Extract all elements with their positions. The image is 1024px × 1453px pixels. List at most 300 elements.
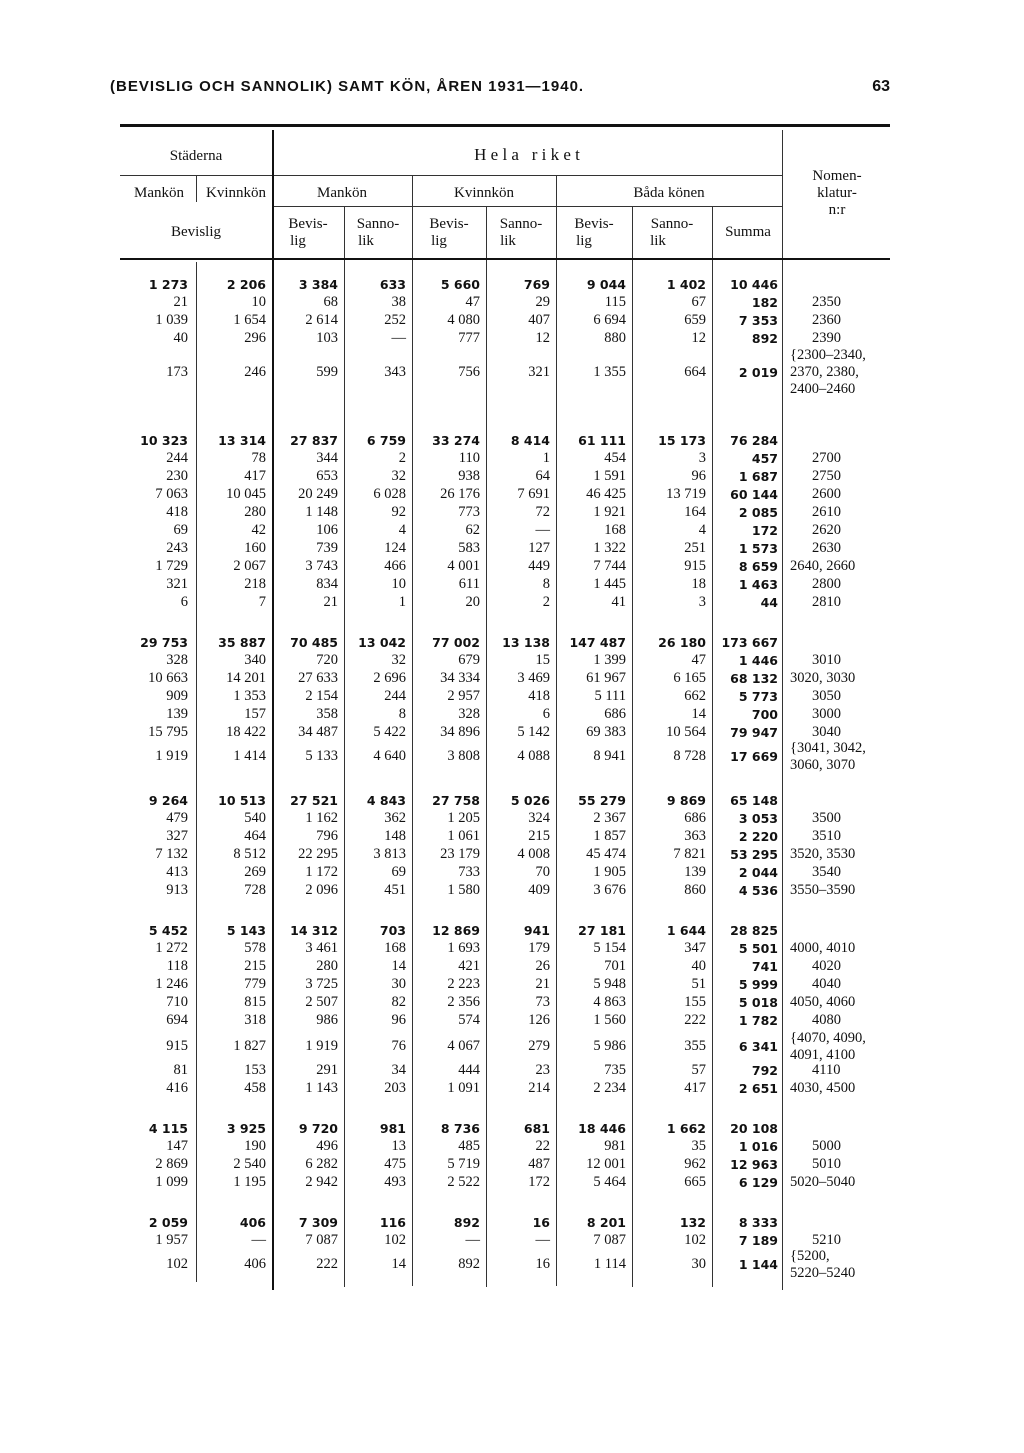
- table-cell: 1 143: [305, 1080, 338, 1096]
- table-cell: 417: [684, 1080, 706, 1096]
- table-cell: 578: [244, 940, 266, 956]
- table-cell: 1 061: [447, 828, 480, 844]
- nomenclature-cell: {4070, 4090,: [790, 1029, 866, 1046]
- table-cell: 96: [691, 468, 706, 484]
- table-cell: 230: [166, 468, 188, 484]
- table-cell: 583: [458, 540, 480, 556]
- table-row: [0, 1138, 1024, 1155]
- table-cell: 4: [698, 522, 706, 538]
- table-cell: 8 333: [738, 1215, 778, 1230]
- table-cell: 4: [398, 522, 406, 538]
- table-cell: 6 028: [373, 486, 406, 502]
- table-cell: 27 633: [298, 670, 338, 686]
- table-cell: 962: [684, 1156, 706, 1172]
- table-cell: 3 461: [305, 940, 338, 956]
- nomenclature-cell: 4000, 4010: [790, 940, 856, 956]
- table-cell: 9 720: [298, 1121, 338, 1136]
- table-cell: 5 142: [517, 724, 550, 740]
- table-cell: 4 088: [517, 748, 550, 764]
- table-cell: 16: [532, 1215, 550, 1230]
- table-cell: 15 173: [658, 433, 706, 448]
- table-cell: 611: [458, 576, 480, 592]
- table-row: [0, 294, 1024, 311]
- table-cell: 343: [384, 364, 406, 380]
- table-row: [0, 522, 1024, 539]
- table-cell: 2 540: [233, 1156, 266, 1172]
- table-cell: 8 659: [738, 559, 778, 574]
- nomenclature-cell: 3060, 3070: [790, 756, 856, 773]
- table-cell: 741: [751, 959, 778, 974]
- table-cell: 1 144: [738, 1257, 778, 1272]
- table-row: [0, 486, 1024, 503]
- table-cell: 418: [166, 504, 188, 520]
- table-row: [0, 504, 1024, 521]
- table-cell: 17 669: [730, 749, 778, 764]
- table-cell: 2 059: [148, 1215, 188, 1230]
- table-cell: 599: [316, 364, 338, 380]
- table-cell: 47: [465, 294, 480, 310]
- table-cell: 10: [391, 576, 406, 592]
- table-cell: 28 825: [730, 923, 778, 938]
- table-cell: 32: [391, 652, 406, 668]
- table-row: [0, 330, 1024, 347]
- table-cell: 8 512: [233, 846, 266, 862]
- table-cell: 115: [604, 294, 626, 310]
- table-cell: 792: [751, 1063, 778, 1078]
- table-cell: 1 195: [233, 1174, 266, 1190]
- table-cell: 14: [391, 1256, 406, 1272]
- table-cell: 22: [535, 1138, 550, 1154]
- nomenclature-cell: 2700: [812, 450, 841, 466]
- table-cell: 214: [528, 1080, 550, 1096]
- table-cell: 9 044: [586, 277, 626, 292]
- table-row: [0, 1156, 1024, 1173]
- table-cell: 769: [523, 277, 550, 292]
- header-bevislig-3b: lig: [576, 233, 592, 249]
- table-cell: 7 821: [673, 846, 706, 862]
- nomenclature-cell: 2350: [812, 294, 841, 310]
- header-hr-bada: Båda könen: [633, 185, 705, 201]
- table-cell: 3 743: [305, 558, 338, 574]
- table-cell: 1 573: [738, 541, 778, 556]
- table-cell: 355: [684, 1038, 706, 1054]
- table-cell: 2 696: [373, 670, 406, 686]
- table-cell: 457: [751, 451, 778, 466]
- table-cell: 10 564: [666, 724, 706, 740]
- table-cell: 1 246: [155, 976, 188, 992]
- table-row: [0, 1062, 1024, 1079]
- table-cell: 14 201: [226, 670, 266, 686]
- table-cell: 14 312: [290, 923, 338, 938]
- header-sannolik-3b: lik: [650, 233, 666, 249]
- table-cell: 203: [384, 1080, 406, 1096]
- table-cell: 160: [244, 540, 266, 556]
- table-cell: 4 843: [366, 793, 406, 808]
- nomenclature-cell: 5020–5040: [790, 1174, 856, 1190]
- table-cell: 1 463: [738, 577, 778, 592]
- table-cell: 6 341: [738, 1039, 778, 1054]
- table-cell: 14: [391, 958, 406, 974]
- table-cell: 2 220: [738, 829, 778, 844]
- nomenclature-cell: 3500: [812, 810, 841, 826]
- table-cell: 64: [535, 468, 550, 484]
- header-staderna: Städerna: [169, 148, 223, 164]
- table-cell: 3 053: [738, 811, 778, 826]
- table-cell: 279: [528, 1038, 550, 1054]
- table-cell: 103: [316, 330, 338, 346]
- table-cell: 347: [684, 940, 706, 956]
- table-cell: 574: [458, 1012, 480, 1028]
- header-bevislig-1a: Bevis-: [288, 216, 328, 232]
- table-cell: 65 148: [730, 793, 778, 808]
- table-cell: 7 132: [155, 846, 188, 862]
- table-cell: 12: [691, 330, 706, 346]
- table-cell: 153: [244, 1062, 266, 1078]
- table-cell: 2: [398, 450, 406, 466]
- header-bevislig-2b: lig: [431, 233, 447, 249]
- table-cell: 703: [379, 923, 406, 938]
- header-nomenklatur-2: klatur-: [817, 185, 857, 201]
- header-st-mankon: Mankön: [134, 185, 184, 201]
- nomenclature-cell: 3010: [812, 652, 841, 668]
- table-cell: 728: [244, 882, 266, 898]
- table-cell: 10 663: [148, 670, 188, 686]
- table-cell: 222: [684, 1012, 706, 1028]
- table-cell: 406: [244, 1256, 266, 1272]
- table-cell: 61 111: [578, 433, 626, 448]
- nomenclature-cell: 3040: [812, 724, 841, 740]
- table-cell: 915: [166, 1038, 188, 1054]
- table-cell: 5 501: [738, 941, 778, 956]
- table-cell: 8: [398, 706, 406, 722]
- table-cell: 3: [698, 594, 706, 610]
- table-cell: 540: [244, 810, 266, 826]
- table-cell: 8 941: [593, 748, 626, 764]
- table-row: [0, 739, 1024, 773]
- table-cell: 1 099: [155, 1174, 188, 1190]
- header-hr-kvinnkon: Kvinnkön: [454, 185, 514, 201]
- table-cell: 4 067: [447, 1038, 480, 1054]
- table-cell: 633: [379, 277, 406, 292]
- table-row: [0, 1029, 1024, 1063]
- nomenclature-cell: 2810: [812, 594, 841, 610]
- table-cell: 860: [684, 882, 706, 898]
- table-cell: 2 957: [447, 688, 480, 704]
- table-cell: 4 536: [738, 883, 778, 898]
- table-cell: 92: [391, 504, 406, 520]
- table-row: [0, 347, 1024, 397]
- table-cell: 22 295: [298, 846, 338, 862]
- table-cell: 218: [244, 576, 266, 592]
- table-cell: 82: [391, 994, 406, 1010]
- table-cell: 127: [528, 540, 550, 556]
- table-cell: 6 759: [366, 433, 406, 448]
- table-cell: 164: [684, 504, 706, 520]
- table-cell: 215: [528, 828, 550, 844]
- table-cell: 243: [166, 540, 188, 556]
- table-cell: 733: [458, 864, 480, 880]
- table-cell: 79 947: [730, 725, 778, 740]
- table-cell: 2 507: [305, 994, 338, 1010]
- table-cell: 321: [528, 364, 550, 380]
- table-cell: 834: [316, 576, 338, 592]
- running-title: (BEVISLIG OCH SANNOLIK) SAMT KÖN, ÅREN 1931—1940.: [110, 78, 585, 95]
- table-cell: 12 963: [730, 1157, 778, 1172]
- table-cell: 454: [604, 450, 626, 466]
- table-cell: 7 309: [298, 1215, 338, 1230]
- table-cell: 4 001: [447, 558, 480, 574]
- table-cell: 29 753: [140, 635, 188, 650]
- table-row: [0, 958, 1024, 975]
- table-cell: 1 272: [155, 940, 188, 956]
- table-cell: 21: [535, 976, 550, 992]
- table-cell: 10: [251, 294, 266, 310]
- table-cell: 61 967: [586, 670, 626, 686]
- table-cell: 46 425: [586, 486, 626, 502]
- table-cell: 5 143: [226, 923, 266, 938]
- table-cell: 1: [542, 450, 550, 466]
- table-cell: 73: [535, 994, 550, 1010]
- table-cell: 909: [166, 688, 188, 704]
- table-row: [0, 1080, 1024, 1097]
- nomenclature-cell: 2800: [812, 576, 841, 592]
- header-bevislig-2a: Bevis-: [429, 216, 469, 232]
- table-cell: 6: [180, 594, 188, 610]
- table-cell: 62: [465, 522, 480, 538]
- table-cell: 1 729: [155, 558, 188, 574]
- table-cell: 78: [251, 450, 266, 466]
- table-cell: 407: [528, 312, 550, 328]
- table-cell: 6 129: [738, 1175, 778, 1190]
- table-cell: 18 422: [226, 724, 266, 740]
- nomenclature-cell: 3520, 3530: [790, 846, 856, 862]
- table-cell: 33 274: [432, 433, 480, 448]
- table-cell: 7 353: [738, 313, 778, 328]
- table-cell: 344: [316, 450, 338, 466]
- header-bevislig-3a: Bevis-: [574, 216, 614, 232]
- table-cell: 5 719: [447, 1156, 480, 1172]
- table-cell: 7 087: [593, 1232, 626, 1248]
- table-cell: 892: [453, 1215, 480, 1230]
- table-cell: 8 414: [510, 433, 550, 448]
- table-row: [0, 1232, 1024, 1249]
- table-cell: —: [465, 1232, 480, 1248]
- header-summa: Summa: [725, 224, 771, 240]
- table-cell: 27 521: [290, 793, 338, 808]
- table-cell: 168: [604, 522, 626, 538]
- table-cell: 168: [384, 940, 406, 956]
- table-cell: 291: [316, 1062, 338, 1078]
- table-cell: 53 295: [730, 847, 778, 862]
- table-cell: 5 026: [510, 793, 550, 808]
- header-st-bevislig: Bevislig: [170, 224, 221, 240]
- table-cell: 3: [698, 450, 706, 466]
- table-cell: 986: [316, 1012, 338, 1028]
- table-cell: 40: [173, 330, 188, 346]
- table-cell: 493: [384, 1174, 406, 1190]
- table-cell: 1 172: [305, 864, 338, 880]
- table-cell: 2 154: [305, 688, 338, 704]
- nomenclature-cell: 2640, 2660: [790, 558, 856, 574]
- table-cell: 1 205: [447, 810, 480, 826]
- table-cell: 417: [244, 468, 266, 484]
- table-total-row: [0, 634, 1024, 651]
- table-row: [0, 594, 1024, 611]
- table-cell: 7 189: [738, 1233, 778, 1248]
- table-cell: 1 148: [305, 504, 338, 520]
- nomenclature-cell: {3041, 3042,: [790, 739, 866, 756]
- table-cell: 6 694: [593, 312, 626, 328]
- table-cell: 1 273: [148, 277, 188, 292]
- nomenclature-cell: {2300–2340,: [790, 347, 866, 363]
- table-cell: 1 322: [593, 540, 626, 556]
- table-cell: 892: [751, 331, 778, 346]
- table-cell: 1 662: [666, 1121, 706, 1136]
- table-cell: 328: [166, 652, 188, 668]
- table-cell: 2 085: [738, 505, 778, 520]
- table-cell: 148: [384, 828, 406, 844]
- table-cell: 13 314: [218, 433, 266, 448]
- table-cell: 3 384: [298, 277, 338, 292]
- table-row: [0, 810, 1024, 827]
- header-nomenklatur-3: n:r: [828, 202, 846, 218]
- table-cell: 12 869: [432, 923, 480, 938]
- table-cell: 2 234: [593, 1080, 626, 1096]
- table-cell: 681: [523, 1121, 550, 1136]
- header-st-kvinnkon: Kvinnkön: [206, 185, 266, 201]
- table-cell: 69 383: [586, 724, 626, 740]
- table-cell: 35: [691, 1138, 706, 1154]
- table-cell: 892: [458, 1256, 480, 1272]
- table-cell: 941: [523, 923, 550, 938]
- table-cell: 296: [244, 330, 266, 346]
- table-cell: 9 869: [666, 793, 706, 808]
- table-cell: 458: [244, 1080, 266, 1096]
- table-cell: 16: [535, 1256, 550, 1272]
- table-cell: 26 180: [658, 635, 706, 650]
- table-cell: 1 644: [666, 923, 706, 938]
- table-cell: 1 782: [738, 1013, 778, 1028]
- nomenclature-cell: 2620: [812, 522, 841, 538]
- table-cell: 679: [458, 652, 480, 668]
- table-row: [0, 558, 1024, 575]
- table-row: [0, 670, 1024, 687]
- table-cell: 244: [166, 450, 188, 466]
- table-cell: 2 367: [593, 810, 626, 826]
- table-cell: 147: [166, 1138, 188, 1154]
- table-cell: 13 042: [358, 635, 406, 650]
- table-cell: 8 201: [586, 1215, 626, 1230]
- table-cell: 340: [244, 652, 266, 668]
- table-cell: 215: [244, 958, 266, 974]
- table-cell: —: [535, 522, 550, 538]
- table-cell: 1 921: [593, 504, 626, 520]
- table-cell: 1 162: [305, 810, 338, 826]
- table-cell: 5 660: [440, 277, 480, 292]
- table-cell: —: [251, 1232, 266, 1248]
- table-cell: 155: [684, 994, 706, 1010]
- table-cell: 4 008: [517, 846, 550, 862]
- table-cell: 20: [465, 594, 480, 610]
- table-cell: 26: [535, 958, 550, 974]
- table-cell: 20 249: [298, 486, 338, 502]
- table-cell: 173 667: [721, 635, 778, 650]
- nomenclature-cell: 5210: [812, 1232, 841, 1248]
- table-total-row: [0, 1214, 1024, 1231]
- table-cell: 779: [244, 976, 266, 992]
- table-cell: 51: [691, 976, 706, 992]
- table-cell: 10 513: [218, 793, 266, 808]
- table-cell: 1 957: [155, 1232, 188, 1248]
- table-cell: 7 087: [305, 1232, 338, 1248]
- table-cell: 2 651: [738, 1081, 778, 1096]
- table-cell: 8: [542, 576, 550, 592]
- table-cell: 1 654: [233, 312, 266, 328]
- nomenclature-cell: 4080: [812, 1012, 841, 1028]
- table-cell: 362: [384, 810, 406, 826]
- table-cell: 815: [244, 994, 266, 1010]
- table-cell: 363: [684, 828, 706, 844]
- nomenclature-cell: 5010: [812, 1156, 841, 1172]
- table-cell: 23 179: [440, 846, 480, 862]
- table-cell: 1 919: [305, 1038, 338, 1054]
- table-cell: 102: [384, 1232, 406, 1248]
- table-cell: 34 487: [298, 724, 338, 740]
- table-cell: 2 044: [738, 865, 778, 880]
- table-cell: 13 719: [666, 486, 706, 502]
- table-cell: 15 795: [148, 724, 188, 740]
- nomenclature-cell: 2400–2460: [790, 381, 856, 397]
- nomenclature-cell: 3510: [812, 828, 841, 844]
- table-cell: 659: [684, 312, 706, 328]
- table-cell: 464: [244, 828, 266, 844]
- table-cell: 1 591: [593, 468, 626, 484]
- nomenclature-cell: 4030, 4500: [790, 1080, 856, 1096]
- table-cell: 1: [398, 594, 406, 610]
- table-cell: 124: [384, 540, 406, 556]
- table-cell: 42: [251, 522, 266, 538]
- table-cell: 139: [684, 864, 706, 880]
- table-cell: 5 999: [738, 977, 778, 992]
- table-row: [0, 846, 1024, 863]
- table-row: [0, 940, 1024, 957]
- table-row: [0, 312, 1024, 329]
- table-cell: 116: [379, 1215, 406, 1230]
- table-cell: 5 422: [373, 724, 406, 740]
- table-cell: 68: [323, 294, 338, 310]
- nomenclature-cell: 2750: [812, 468, 841, 484]
- nomenclature-cell: 2630: [812, 540, 841, 556]
- table-cell: 496: [316, 1138, 338, 1154]
- table-cell: 2 223: [447, 976, 480, 992]
- table-cell: 67: [691, 294, 706, 310]
- table-cell: 686: [604, 706, 626, 722]
- table-cell: 2 942: [305, 1174, 338, 1190]
- table-cell: 3 808: [447, 748, 480, 764]
- table-cell: 1 016: [738, 1139, 778, 1154]
- table-cell: 981: [604, 1138, 626, 1154]
- table-cell: 4 080: [447, 312, 480, 328]
- table-cell: 34: [391, 1062, 406, 1078]
- table-cell: 324: [528, 810, 550, 826]
- table-row: [0, 1174, 1024, 1191]
- table-cell: 2 869: [155, 1156, 188, 1172]
- nomenclature-cell: {5200,: [790, 1247, 830, 1264]
- table-cell: 182: [751, 295, 778, 310]
- table-row: [0, 864, 1024, 881]
- table-cell: 20 108: [730, 1121, 778, 1136]
- table-cell: 1 039: [155, 312, 188, 328]
